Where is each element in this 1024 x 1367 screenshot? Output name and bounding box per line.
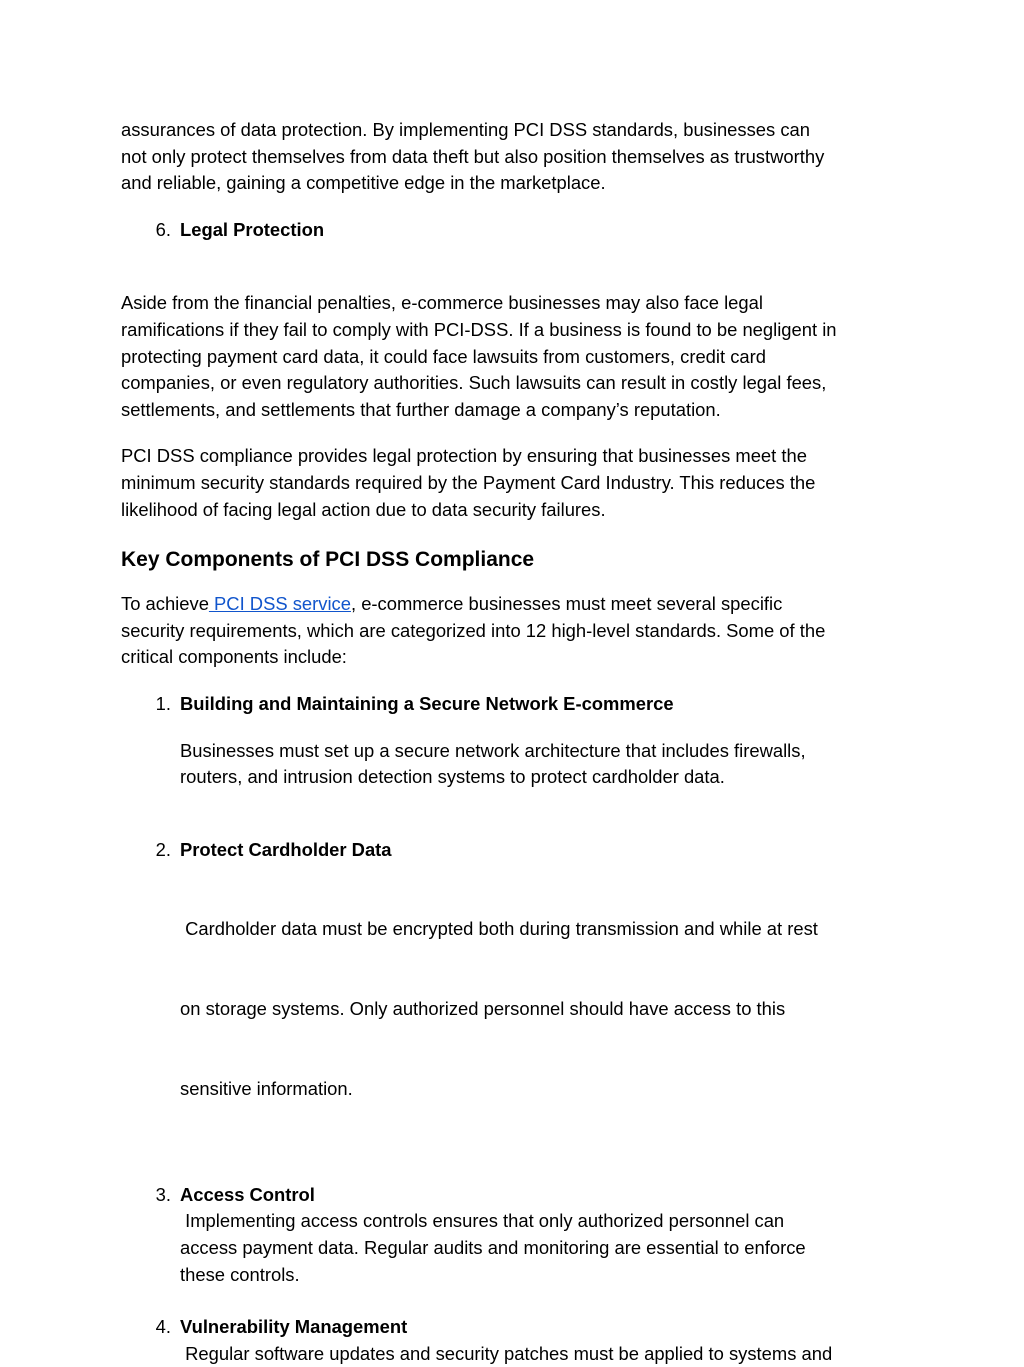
paragraph-line: Implementing access controls ensures that only authorized personnel can — [180, 1210, 785, 1232]
list-item-legal-protection — [121, 217, 911, 244]
paragraph-line: settlements, and settlements that further damage a company’s reputation. — [121, 398, 721, 420]
intro-line: assurances of data protection. By implementing PCI DSS standards, businesses can — [121, 119, 810, 140]
paragraph-line: access payment data. Regular audits and monitoring are essential to enforce — [180, 1237, 806, 1258]
paragraph-line: companies, or even regulatory authorities. Such lawsuits can result in costly legal fees, — [121, 372, 827, 394]
paragraph-line: Businesses must set up a secure network architecture that includes firewalls, — [180, 739, 806, 761]
section-heading: Key Components of PCI DSS Compliance — [121, 548, 535, 572]
list-item-title: Protect Cardholder Data — [180, 838, 392, 860]
paragraph-line: Aside from the financial penalties, e-commerce businesses may also face legal — [121, 292, 763, 314]
list-number: 6. — [155, 218, 171, 240]
list-item-title: Vulnerability Management — [180, 1316, 408, 1338]
intro-suffix: , e-commerce businesses must meet several specific — [350, 593, 783, 615]
paragraph-line: PCI DSS compliance provides legal protection by ensuring that businesses meet the — [121, 445, 807, 467]
list-item-body — [121, 863, 911, 1156]
paragraph-line: these controls. — [180, 1263, 300, 1285]
legal-paragraph-2 — [121, 443, 911, 523]
list-item-protect-cardholder-data — [121, 837, 911, 864]
list-item-vulnerability-management — [121, 1314, 911, 1341]
list-number: 4. — [155, 1316, 171, 1338]
list-item-title: Access Control — [180, 1183, 315, 1205]
paragraph-line: Regular software updates and security patches must be applied to systems and — [180, 1342, 833, 1364]
paragraph-line: protecting payment card data, it could face lawsuits from customers, credit card — [121, 345, 766, 367]
paragraph-line: minimum security standards required by the Payment Card Industry. This reduces the — [121, 471, 816, 493]
paragraph-line: routers, and intrusion detection systems to protect cardholder data. — [180, 766, 725, 788]
paragraph-line: critical components include: — [121, 646, 347, 668]
paragraph-line: security requirements, which are categorized into 12 high-level standards. Some of the — [121, 619, 826, 641]
list-item-body — [121, 738, 911, 791]
intro-line: and reliable, gaining a competitive edge in the marketplace. — [121, 172, 606, 194]
list-item-title: Building and Maintaining a Secure Network E-commerce — [180, 692, 674, 714]
pci-dss-service-link[interactable]: PCI DSS service — [208, 593, 351, 615]
list-item-access-control — [121, 1182, 911, 1209]
paragraph-line: likelihood of facing legal action due to data security failures. — [121, 498, 606, 520]
intro-line: not only protect themselves from data theft but also position themselves as trustworthy — [121, 145, 825, 167]
components-intro-paragraph — [121, 591, 911, 671]
paragraph-line: sensitive information. — [180, 1078, 353, 1100]
list-number: 3. — [155, 1183, 171, 1205]
list-number: 2. — [155, 838, 171, 860]
list-number: 1. — [155, 692, 171, 714]
legal-paragraph-1 — [121, 290, 911, 423]
paragraph-line — [121, 591, 911, 618]
list-item-body — [121, 1341, 911, 1367]
intro-paragraph — [121, 117, 911, 197]
paragraph-line: ramifications if they fail to comply with PCI-DSS. If a business is found to be negligent in — [121, 318, 837, 340]
document-page — [121, 117, 911, 1367]
list-item-title: Legal Protection — [180, 218, 325, 240]
paragraph-line: on storage systems. Only authorized personnel should have access to this — [180, 998, 786, 1020]
intro-prefix: To achieve — [121, 593, 209, 615]
list-item-secure-network — [121, 691, 911, 718]
list-item-body — [121, 1208, 911, 1288]
paragraph-line: Cardholder data must be encrypted both during transmission and while at rest — [180, 918, 818, 940]
